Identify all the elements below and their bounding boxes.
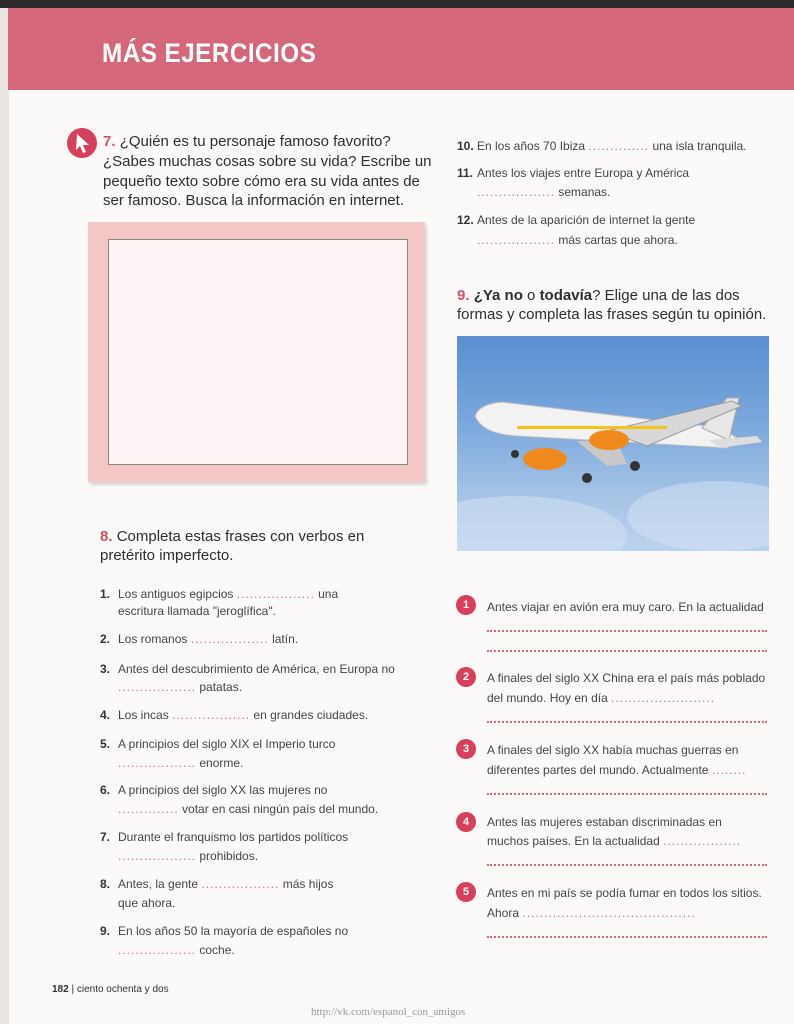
answer-line[interactable] bbox=[487, 864, 767, 866]
ex8-item-1-cont: escritura llamada "jeroglífica". bbox=[118, 604, 276, 618]
ex8-item-2: 2. Los romanos .................. latín. bbox=[100, 632, 299, 646]
ex9-badge-4: 4 bbox=[456, 812, 476, 832]
ex9-item-2-cont: del mundo. Hoy en día ........................ bbox=[487, 691, 716, 705]
ex9-badge-2: 2 bbox=[456, 667, 476, 687]
ex7-line-2: ¿Sabes muchas cosas sobre su vida? Escribe un bbox=[103, 153, 432, 170]
ex9-item-3: A finales del siglo XX había muchas guerras en bbox=[487, 743, 739, 757]
ex9-badge-1: 1 bbox=[456, 595, 476, 615]
ex8-item-8: 8. Antes, la gente .................. más hijos bbox=[100, 877, 334, 891]
ex8-item-5-cont: .................. enorme. bbox=[118, 756, 244, 770]
ex8-item-3-cont: .................. patatas. bbox=[118, 680, 243, 694]
ex9-item-5-cont: Ahora ........................................ bbox=[487, 906, 696, 920]
ex8-item-4: 4. Los incas .................. en grandes ciudades. bbox=[100, 708, 369, 722]
ex8-line-1: 8. Completa estas frases con verbos en bbox=[100, 528, 365, 545]
ex8-item-1: 1. Los antiguos egipcios .................. una bbox=[100, 587, 339, 601]
ex9-item-4: Antes las mujeres estaban discriminadas en bbox=[487, 815, 722, 829]
ex9-badge-3: 3 bbox=[456, 739, 476, 759]
answer-line[interactable] bbox=[487, 936, 767, 938]
answer-line[interactable] bbox=[487, 630, 767, 632]
ex9-badge-5: 5 bbox=[456, 882, 476, 902]
writing-box[interactable] bbox=[108, 239, 408, 465]
ex9-line-1: 9. ¿Ya no o todavía? Elige una de las dos bbox=[457, 287, 740, 304]
ex8-item-3: 3. Antes del descubrimiento de América, en Europa no bbox=[100, 662, 395, 676]
cursor-icon bbox=[67, 128, 97, 158]
ex8-item-12: 12. Antes de la aparición de internet la gente bbox=[457, 213, 696, 227]
ex8-item-11: 11. Antes los viajes entre Europa y América bbox=[457, 166, 690, 180]
ex9-item-2: A finales del siglo XX China era el país más poblado bbox=[487, 671, 766, 685]
ex9-item-4-cont: muchos países. En la actualidad .................. bbox=[487, 834, 742, 848]
ex8-item-9-cont: .................. coche. bbox=[118, 943, 235, 957]
page-title: MÁS EJERCICIOS bbox=[102, 38, 317, 68]
answer-line[interactable] bbox=[487, 650, 767, 652]
ex8-item-10: 10. En los años 70 Ibiza .............. una isla tranquila. bbox=[457, 139, 747, 153]
ex8-item-6: 6. A principios del siglo XX las mujeres no bbox=[100, 783, 328, 797]
ex8-line-2: pretérito imperfecto. bbox=[100, 547, 234, 564]
ex8-item-9: 9. En los años 50 la mayoría de españoles no bbox=[100, 924, 349, 938]
ex9-item-1: Antes viajar en avión era muy caro. En la actualidad bbox=[487, 600, 764, 614]
ex7-line-3: pequeño texto sobre cómo era su vida antes de bbox=[103, 173, 420, 190]
ex8-item-8-cont: que ahora. bbox=[118, 896, 176, 910]
ex8-item-12-cont: .................. más cartas que ahora. bbox=[477, 233, 678, 247]
ex8-item-7: 7. Durante el franquismo los partidos políticos bbox=[100, 830, 349, 844]
page-binding-edge bbox=[0, 8, 9, 1024]
page-footer: 182 | ciento ochenta y dos bbox=[52, 984, 169, 995]
answer-line[interactable] bbox=[487, 721, 767, 723]
top-edge bbox=[0, 0, 794, 8]
answer-line[interactable] bbox=[487, 793, 767, 795]
ex9-item-3-cont: diferentes partes del mundo. Actualmente ........ bbox=[487, 763, 747, 777]
ex7-line-1: 7. ¿Quién es tu personaje famoso favorito? bbox=[103, 133, 391, 150]
watermark: http://vk.com/espanol_con_amigos bbox=[311, 1006, 466, 1018]
ex8-item-11-cont: .................. semanas. bbox=[477, 185, 611, 199]
ex9-line-2: formas y completa las frases según tu opinión. bbox=[457, 306, 767, 323]
ex8-item-5: 5. A principios del siglo XIX el Imperio turco bbox=[100, 737, 336, 751]
ex8-item-7-cont: .................. prohibidos. bbox=[118, 849, 259, 863]
airplane-photo bbox=[457, 336, 769, 551]
ex8-item-6-cont: .............. votar en casi ningún país del mundo. bbox=[118, 802, 379, 816]
ex7-line-4: ser famoso. Busca la información en internet. bbox=[103, 192, 404, 209]
ex9-item-5: Antes en mi país se podía fumar en todos los sitios. bbox=[487, 886, 762, 900]
